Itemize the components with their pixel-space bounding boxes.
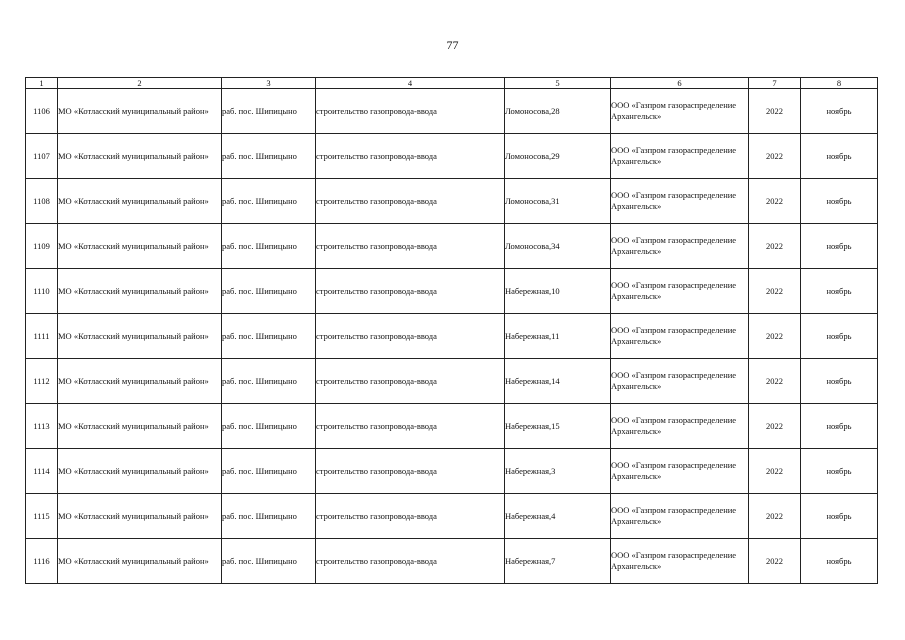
address-cell: Ломоносова,34 [505, 224, 611, 269]
organization-cell: ООО «Газпром газораспределение Архангельск» [611, 359, 749, 404]
row-number-cell: 1109 [26, 224, 58, 269]
row-number-cell: 1116 [26, 539, 58, 584]
settlement-cell: раб. пос. Шипицыно [222, 404, 316, 449]
work-type-cell: строительство газопровода-ввода [316, 539, 505, 584]
table-row [26, 269, 878, 314]
municipality-cell: МО «Котласский муниципальный район» [58, 314, 222, 359]
month-cell: ноябрь [801, 179, 878, 224]
organization-cell: ООО «Газпром газораспределение Архангельск» [611, 179, 749, 224]
organization-cell: ООО «Газпром газораспределение Архангельск» [611, 89, 749, 134]
municipality-cell: МО «Котласский муниципальный район» [58, 359, 222, 404]
table-row [26, 89, 878, 134]
row-number-cell: 1114 [26, 449, 58, 494]
month-cell: ноябрь [801, 494, 878, 539]
table-row [26, 449, 878, 494]
year-cell: 2022 [749, 269, 801, 314]
settlement-cell: раб. пос. Шипицыно [222, 539, 316, 584]
month-cell: ноябрь [801, 404, 878, 449]
month-cell: ноябрь [801, 314, 878, 359]
column-header: 7 [749, 78, 801, 89]
work-type-cell: строительство газопровода-ввода [316, 224, 505, 269]
table-row [26, 494, 878, 539]
address-cell: Набережная,4 [505, 494, 611, 539]
year-cell: 2022 [749, 134, 801, 179]
month-cell: ноябрь [801, 359, 878, 404]
column-header: 4 [316, 78, 505, 89]
settlement-cell: раб. пос. Шипицыно [222, 224, 316, 269]
address-cell: Ломоносова,28 [505, 89, 611, 134]
year-cell: 2022 [749, 179, 801, 224]
month-cell: ноябрь [801, 539, 878, 584]
municipality-cell: МО «Котласский муниципальный район» [58, 449, 222, 494]
month-cell: ноябрь [801, 224, 878, 269]
settlement-cell: раб. пос. Шипицыно [222, 269, 316, 314]
municipality-cell: МО «Котласский муниципальный район» [58, 134, 222, 179]
organization-cell: ООО «Газпром газораспределение Архангельск» [611, 404, 749, 449]
row-number-cell: 1115 [26, 494, 58, 539]
municipality-cell: МО «Котласский муниципальный район» [58, 89, 222, 134]
month-cell: ноябрь [801, 134, 878, 179]
address-cell: Набережная,15 [505, 404, 611, 449]
settlement-cell: раб. пос. Шипицыно [222, 134, 316, 179]
municipality-cell: МО «Котласский муниципальный район» [58, 224, 222, 269]
header-row [26, 78, 878, 89]
year-cell: 2022 [749, 539, 801, 584]
organization-cell: ООО «Газпром газораспределение Архангельск» [611, 314, 749, 359]
address-cell: Ломоносова,31 [505, 179, 611, 224]
year-cell: 2022 [749, 404, 801, 449]
row-number-cell: 1113 [26, 404, 58, 449]
column-header: 1 [26, 78, 58, 89]
work-type-cell: строительство газопровода-ввода [316, 359, 505, 404]
organization-cell: ООО «Газпром газораспределение Архангельск» [611, 224, 749, 269]
address-cell: Набережная,7 [505, 539, 611, 584]
work-type-cell: строительство газопровода-ввода [316, 179, 505, 224]
table-row [26, 179, 878, 224]
work-type-cell: строительство газопровода-ввода [316, 134, 505, 179]
year-cell: 2022 [749, 494, 801, 539]
organization-cell: ООО «Газпром газораспределение Архангельск» [611, 539, 749, 584]
work-type-cell: строительство газопровода-ввода [316, 449, 505, 494]
year-cell: 2022 [749, 359, 801, 404]
address-cell: Набережная,3 [505, 449, 611, 494]
year-cell: 2022 [749, 89, 801, 134]
organization-cell: ООО «Газпром газораспределение Архангельск» [611, 269, 749, 314]
row-number-cell: 1112 [26, 359, 58, 404]
address-cell: Набережная,10 [505, 269, 611, 314]
row-number-cell: 1107 [26, 134, 58, 179]
settlement-cell: раб. пос. Шипицыно [222, 314, 316, 359]
row-number-cell: 1110 [26, 269, 58, 314]
table-row [26, 404, 878, 449]
table-row [26, 224, 878, 269]
settlement-cell: раб. пос. Шипицыно [222, 449, 316, 494]
settlement-cell: раб. пос. Шипицыно [222, 179, 316, 224]
organization-cell: ООО «Газпром газораспределение Архангельск» [611, 134, 749, 179]
column-header: 2 [58, 78, 222, 89]
work-type-cell: строительство газопровода-ввода [316, 89, 505, 134]
column-header: 6 [611, 78, 749, 89]
column-header: 5 [505, 78, 611, 89]
column-header: 8 [801, 78, 878, 89]
work-type-cell: строительство газопровода-ввода [316, 269, 505, 314]
month-cell: ноябрь [801, 269, 878, 314]
table-row [26, 134, 878, 179]
address-cell: Ломоносова,29 [505, 134, 611, 179]
month-cell: ноябрь [801, 449, 878, 494]
row-number-cell: 1108 [26, 179, 58, 224]
address-cell: Набережная,11 [505, 314, 611, 359]
year-cell: 2022 [749, 449, 801, 494]
municipality-cell: МО «Котласский муниципальный район» [58, 404, 222, 449]
work-type-cell: строительство газопровода-ввода [316, 494, 505, 539]
municipality-cell: МО «Котласский муниципальный район» [58, 179, 222, 224]
settlement-cell: раб. пос. Шипицыно [222, 89, 316, 134]
row-number-cell: 1106 [26, 89, 58, 134]
month-cell: ноябрь [801, 89, 878, 134]
year-cell: 2022 [749, 314, 801, 359]
address-cell: Набережная,14 [505, 359, 611, 404]
municipality-cell: МО «Котласский муниципальный район» [58, 539, 222, 584]
year-cell: 2022 [749, 224, 801, 269]
organization-cell: ООО «Газпром газораспределение Архангельск» [611, 449, 749, 494]
column-header: 3 [222, 78, 316, 89]
data-table [25, 77, 878, 584]
municipality-cell: МО «Котласский муниципальный район» [58, 269, 222, 314]
table-row [26, 359, 878, 404]
table-row [26, 539, 878, 584]
municipality-cell: МО «Котласский муниципальный район» [58, 494, 222, 539]
table-body [26, 89, 878, 584]
row-number-cell: 1111 [26, 314, 58, 359]
page-number: 77 [446, 38, 459, 52]
organization-cell: ООО «Газпром газораспределение Архангельск» [611, 494, 749, 539]
table-row [26, 314, 878, 359]
settlement-cell: раб. пос. Шипицыно [222, 359, 316, 404]
settlement-cell: раб. пос. Шипицыно [222, 494, 316, 539]
work-type-cell: строительство газопровода-ввода [316, 314, 505, 359]
work-type-cell: строительство газопровода-ввода [316, 404, 505, 449]
